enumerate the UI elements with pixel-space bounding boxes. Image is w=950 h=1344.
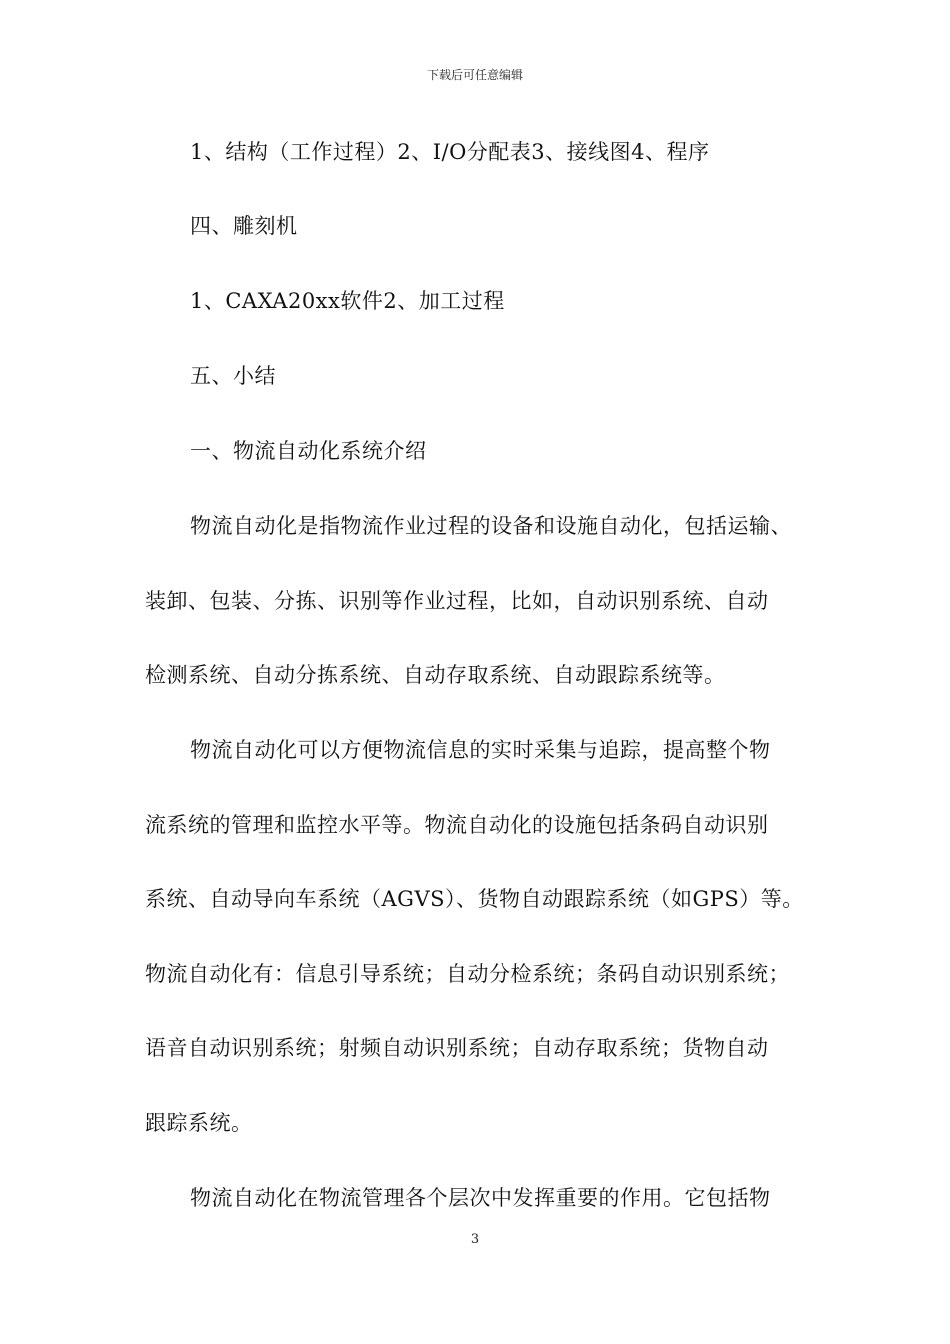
section-heading-engraver: 四、雕刻机 — [190, 214, 298, 238]
page-number: 3 — [470, 1232, 480, 1247]
outline-item-caxa: 1、CAXA20xx软件2、加工过程 — [190, 289, 505, 313]
paragraph-1-line-1: 物流自动化是指物流作业过程的设备和设施自动化，包括运输、 — [190, 514, 792, 538]
outline-item-structure: 1、结构（工作过程）2、I/O分配表3、接线图4、程序 — [190, 140, 710, 164]
section-heading-summary: 五、小结 — [190, 364, 276, 388]
page-header: 下载后可任意编辑 — [426, 68, 523, 82]
paragraph-1-line-2: 装卸、包装、分拣、识别等作业过程，比如，自动识别系统、自动 — [145, 589, 769, 613]
paragraph-2-line-1: 物流自动化可以方便物流信息的实时采集与追踪，提高整个物 — [190, 738, 771, 762]
section-heading-logistics: 一、物流自动化系统介绍 — [190, 439, 427, 463]
paragraph-1-line-3: 检测系统、自动分拣系统、自动存取系统、自动跟踪系统等。 — [145, 663, 726, 687]
paragraph-3-line-1: 物流自动化在物流管理各个层次中发挥重要的作用。它包括物 — [190, 1186, 771, 1210]
paragraph-2-line-4: 物流自动化有：信息引导系统；自动分检系统；条码自动识别系统； — [145, 962, 790, 986]
paragraph-2-line-6: 跟踪系统。 — [145, 1111, 253, 1135]
paragraph-2-line-3: 系统、自动导向车系统（AGVS）、货物自动跟踪系统（如GPS）等。 — [145, 887, 804, 911]
paragraph-2-line-5: 语音自动识别系统；射频自动识别系统；自动存取系统；货物自动 — [145, 1036, 769, 1060]
paragraph-2-line-2: 流系统的管理和监控水平等。物流自动化的设施包括条码自动识别 — [145, 813, 769, 837]
